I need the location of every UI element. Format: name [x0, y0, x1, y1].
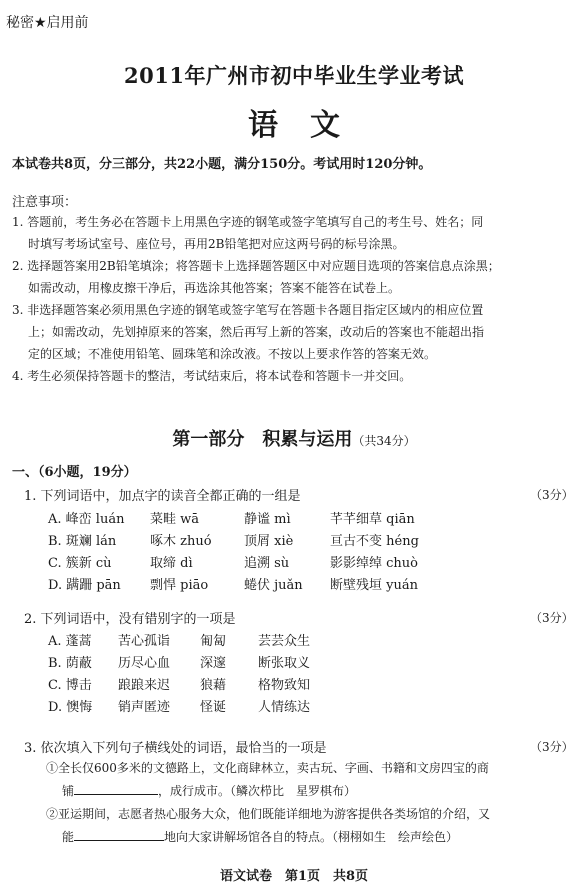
q3-sentence-2-prefix: 能 — [62, 830, 75, 844]
q1-option-c-2: 取缔 dì — [150, 556, 193, 571]
note-line: 4. 考生必须保持答题卡的整洁，考试结束后，将本试卷和答题卡一并交回。 — [12, 369, 412, 383]
q3-sentence-1-suffix: ，成行成市。（鳞次栉比 星罗棋布） — [158, 784, 357, 798]
q1-option-b-4: 亘古不变 héng — [330, 534, 419, 549]
note-line: 时填写考场试室号、座位号，再用2B铅笔把对应这两号码的标号涂黑。 — [28, 237, 405, 251]
q2-option-a-2: 苦心孤诣 — [118, 634, 171, 649]
part-title — [0, 425, 588, 451]
part-points: （共34分） — [352, 434, 416, 448]
q2-option-a-4: 芸芸众生 — [258, 634, 311, 649]
note-line: 上；如需改动，先划掉原来的答案，然后再写上新的答案，改动后的答案也不能超出指 — [28, 325, 485, 339]
part-title-text: 第一部分 积累与运用 — [172, 429, 353, 450]
q1-option-c-4: 影影绰绰 chuò — [330, 556, 418, 571]
page-footer: 语文试卷 第1页 共8页 — [219, 869, 369, 884]
exam-intro: 本试卷共8页，分三部分，共22小题，满分150分。考试用时120分钟。 — [12, 157, 432, 172]
question-1-stem: 1. 下列词语中，加点字的读音全都正确的一组是 — [24, 489, 301, 504]
q2-option-b-4: 断张取义 — [258, 656, 311, 671]
q2-option-c-3: 狼藉 — [200, 678, 227, 693]
q2-option-b-2: 历尽心血 — [118, 656, 171, 671]
q3-sentence-1-line-2 — [62, 782, 356, 800]
question-3-stem: 3. 依次填入下列句子横线处的词语，最恰当的一项是 — [24, 741, 327, 756]
q1-option-b-1: B. 斑斓 lán — [48, 534, 117, 549]
q3-blank-2 — [74, 828, 164, 841]
q2-option-d-1: D. 懊悔 — [48, 700, 93, 715]
question-3-score: （3分） — [530, 740, 574, 754]
q2-option-d-4: 人情练达 — [258, 700, 311, 715]
q3-sentence-2-line-1: ②亚运期间，志愿者热心服务大众，他们既能详细地为游客提供各类场馆的介绍，又 — [46, 807, 491, 821]
q2-option-c-2: 踉踉来迟 — [118, 678, 171, 693]
question-1-score: （3分） — [530, 488, 574, 502]
q1-option-c-1: C. 簇新 cù — [48, 556, 112, 571]
q1-option-d-2: 剽悍 piāo — [150, 578, 209, 593]
q1-option-a-4: 芊芊细草 qiān — [330, 512, 415, 527]
q1-option-a-3: 静谧 mì — [244, 512, 291, 527]
q3-sentence-2-suffix: 地向大家讲解场馆各自的特点。（栩栩如生 绘声绘色） — [164, 830, 459, 844]
q3-sentence-2-line-2 — [62, 828, 458, 846]
q1-option-d-4: 断壁残垣 yuán — [330, 578, 418, 593]
q1-option-a-2: 菜畦 wā — [150, 512, 200, 527]
q2-option-b-1: B. 荫蔽 — [48, 656, 92, 671]
q1-option-b-2: 啄木 zhuó — [150, 534, 212, 549]
q1-option-d-3: 蜷伏 juǎn — [244, 578, 303, 593]
q2-option-d-3: 怪诞 — [200, 700, 227, 715]
q1-option-d-1: D. 蹒跚 pān — [48, 578, 121, 593]
q1-option-c-3: 追溯 sù — [244, 556, 290, 571]
q1-option-a-1: A. 峰峦 luán — [48, 512, 125, 527]
q3-sentence-1-prefix: 铺 — [62, 784, 75, 798]
notes-title: 注意事项： — [12, 195, 78, 210]
q2-option-c-1: C. 博击 — [48, 678, 92, 693]
subject-title: 语文 — [248, 108, 372, 143]
q2-option-a-3: 匍匐 — [200, 634, 227, 649]
question-2-stem: 2. 下列词语中，没有错别字的一项是 — [24, 612, 236, 627]
q2-option-b-3: 深邃 — [200, 656, 227, 671]
note-line: 1. 答题前，考生务必在答题卡上用黑色字迹的钢笔或签字笔填写自己的考生号、姓名；同 — [12, 215, 484, 229]
note-line: 2. 选择题答案用2B铅笔填涂；将答题卡上选择题答题区中对应题目选项的答案信息点涂黑； — [12, 259, 500, 273]
q2-option-c-4: 格物致知 — [258, 678, 311, 693]
secret-label: 秘密★启用前 — [6, 15, 89, 31]
q2-option-a-1: A. 蓬蒿 — [48, 634, 92, 649]
note-line: 如需改动，用橡皮擦干净后，再选涂其他答案；答案不能答在试卷上。 — [28, 281, 401, 295]
note-line: 3. 非选择题答案必须用黑色字迹的钢笔或签字笔写在答题卡各题目指定区域内的相应位置 — [12, 303, 484, 317]
exam-title: 2011年广州市初中毕业生学业考试 — [124, 63, 464, 88]
section-title: 一、（6小题，19分） — [12, 465, 137, 480]
q3-sentence-1-line-1: ①全长仅600多米的文德路上，文化商肆林立，卖古玩、字画、书籍和文房四宝的商 — [46, 761, 489, 775]
q1-option-b-3: 顶屑 xiè — [244, 534, 294, 549]
question-2-score: （3分） — [530, 611, 574, 625]
q2-option-d-2: 销声匿迹 — [118, 700, 171, 715]
q3-blank-1 — [74, 782, 158, 795]
note-line: 定的区域；不准使用铅笔、圆珠笔和涂改液。不按以上要求作答的答案无效。 — [28, 347, 437, 361]
